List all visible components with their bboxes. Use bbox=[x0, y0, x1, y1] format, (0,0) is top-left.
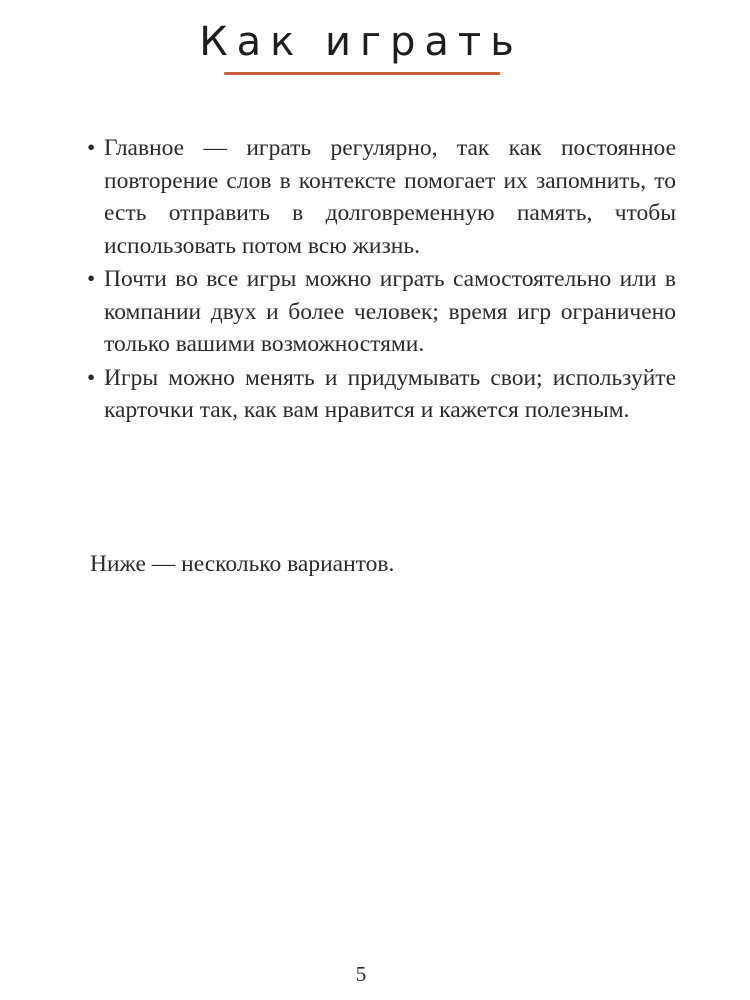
rules-list bbox=[87, 132, 676, 428]
list-item bbox=[87, 132, 676, 262]
bullet-icon: • bbox=[87, 266, 96, 292]
title-underline bbox=[224, 72, 500, 75]
list-item-text: Главное — играть регулярно, так как постоянное повторение слов в контексте помогает их запомнить, то есть отправить в долговременную память, чтобы использовать потом всю жизнь. bbox=[104, 135, 676, 259]
outro-paragraph: Ниже — несколько вариантов. bbox=[90, 551, 395, 577]
page-number: 5 bbox=[355, 962, 367, 986]
list-item bbox=[87, 263, 676, 361]
bullet-icon: • bbox=[87, 135, 96, 161]
bullet-icon: • bbox=[87, 364, 96, 391]
page-title: Как играть bbox=[199, 19, 523, 65]
list-item-text: Игры можно менять и придумывать свои; используйте карточки так, как вам нравится и кажется полезным. bbox=[104, 364, 676, 423]
list-item-text: Почти во все игры можно играть самостоятельно или в компании двух и более человек; время игр ограничено только вашими возможностями. bbox=[104, 266, 676, 357]
list-item bbox=[87, 362, 676, 427]
